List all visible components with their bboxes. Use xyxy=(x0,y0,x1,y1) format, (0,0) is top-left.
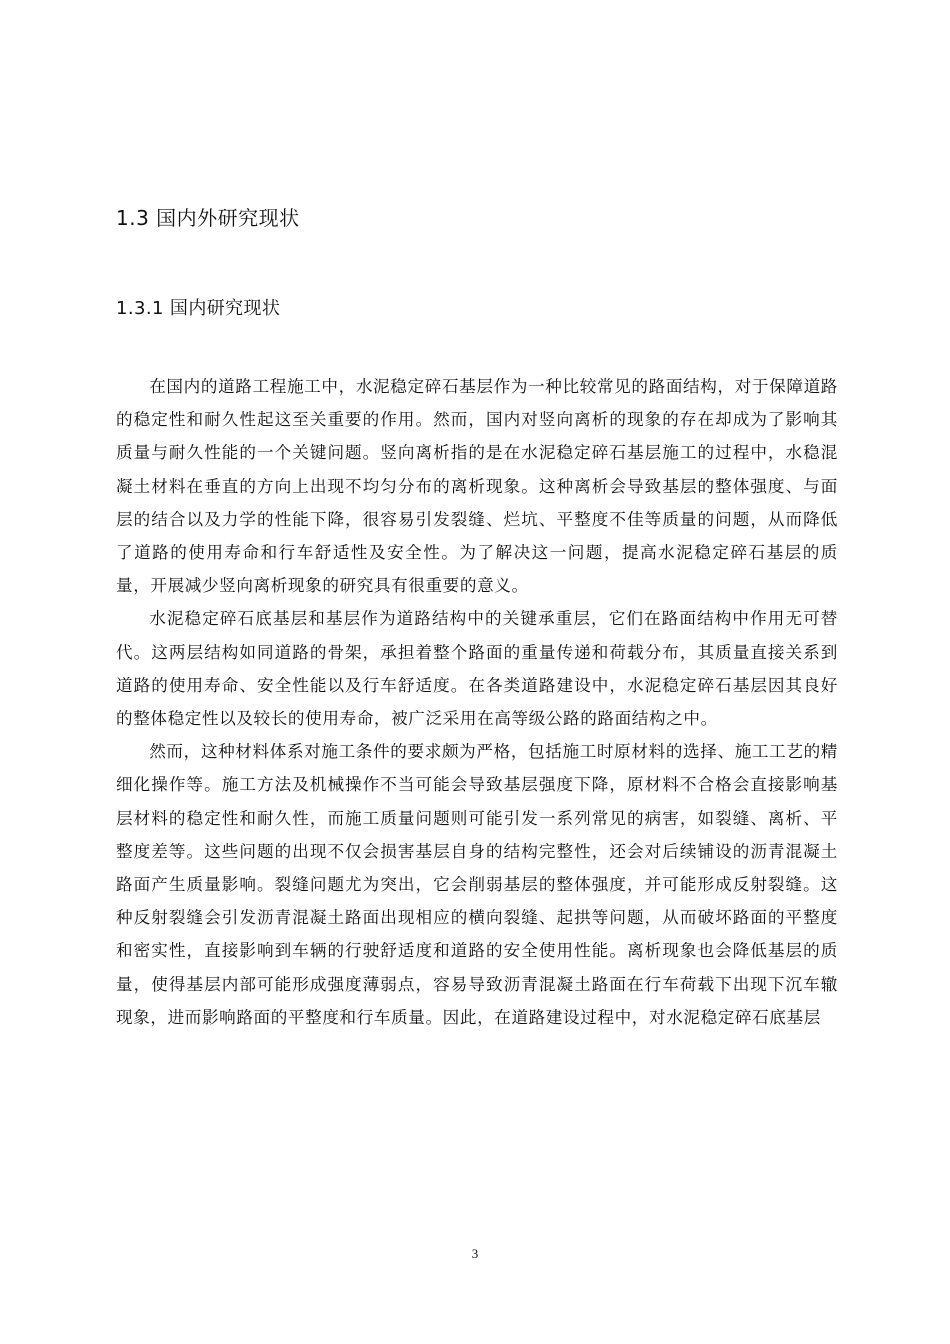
paragraph-2: 水泥稳定碎石底基层和基层作为道路结构中的关键承重层，它们在路面结构中作用无可替代。这两层结构如同道路的骨架，承担着整个路面的重量传递和荷载分布，其质量直接关系到道路的使用寿命、安全性能以及行车舒适度。在各类道路建设中，水泥稳定碎石基层因其良好的整体稳定性以及较长的使用寿命，被广泛采用在高等级公路的路面结构之中。 xyxy=(116,609,838,729)
paragraph-1: 在国内的道路工程施工中，水泥稳定碎石基层作为一种比较常见的路面结构，对于保障道路的稳定性和耐久性起这至关重要的作用。然而，国内对竖向离析的现象的存在却成为了影响其质量与耐久性能的一个关键问题。竖向离析指的是在水泥稳定碎石基层施工的过程中，水稳混凝土材料在垂直的方向上出现不均匀分布的离析现象。这种离析会导致基层的整体强度、与面层的结合以及力学的性能下降，很容易引发裂缝、烂坑、平整度不佳等质量的问题，从而降低了道路的使用寿命和行车舒适性及安全性。为了解决这一问题，提高水泥稳定碎石基层的质量，开展减少竖向离析现象的研究具有很重要的意义。 xyxy=(116,377,838,596)
body-text xyxy=(116,370,838,1034)
subsection-heading: 1.3.1 国内研究现状 xyxy=(116,298,281,319)
paragraph-3: 然而，这种材料体系对施工条件的要求颇为严格，包括施工时原材料的选择、施工工艺的精细化操作等。施工方法及机械操作不当可能会导致基层强度下降，原材料不合格会直接影响基层材料的稳定性和耐久性，而施工质量问题则可能引发一系列常见的病害，如裂缝、离析、平整度差等。这些问题的出现不仅会损害基层自身的结构完整性，还会对后续铺设的沥青混凝土路面产生质量影响。裂缝问题尤为突出，它会削弱基层的整体强度，并可能形成反射裂缝。这种反射裂缝会引发沥青混凝土路面出现相应的横向裂缝、起拱等问题，从而破坏路面的平整度和密实性，直接影响到车辆的行驶舒适度和道路的安全使用性能。离析现象也会降低基层的质量，使得基层内部可能形成强度薄弱点，容易导致沥青混凝土路面在行车荷载下出现下沉车辙现象，进而影响路面的平整度和行车质量。因此，在道路建设过程中，对水泥稳定碎石底基层 xyxy=(116,742,838,1027)
section-heading: 1.3 国内外研究现状 xyxy=(116,206,300,230)
page-number: 3 xyxy=(471,1246,479,1261)
